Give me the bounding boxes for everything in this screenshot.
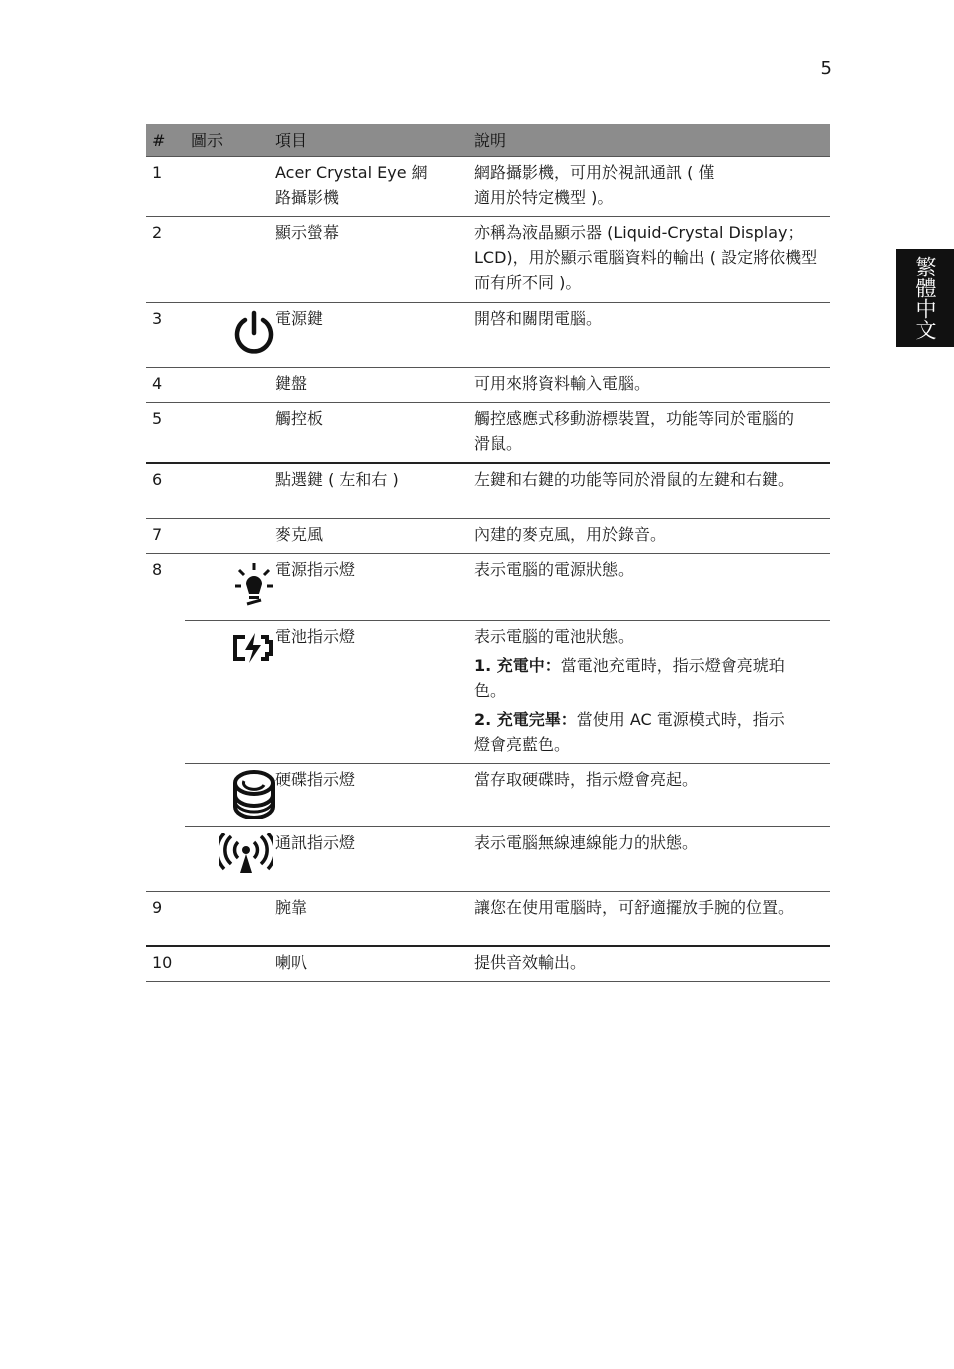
row-description: 左鍵和右鍵的功能等同於滑鼠的左鍵和右鍵。 xyxy=(468,463,830,518)
charged-note xyxy=(474,707,800,757)
row-number: 10 xyxy=(146,946,185,982)
row-description: 提供音效輸出。 xyxy=(468,946,830,982)
icon-cell xyxy=(185,303,269,368)
table-row xyxy=(146,946,830,982)
row-item: 腕靠 xyxy=(269,891,468,946)
row-description: 網路攝影機，可用於視訊通訊 ( 僅適用於特定機型 )。 xyxy=(468,157,830,217)
row-item: 麥克風 xyxy=(269,518,468,553)
row-description: 當存取硬碟時，指示燈會亮起。 xyxy=(468,763,830,826)
icon-cell xyxy=(185,463,269,518)
row-number: 6 xyxy=(146,463,185,518)
row-number: 4 xyxy=(146,368,185,403)
row-number: 7 xyxy=(146,518,185,553)
row-item: 顯示螢幕 xyxy=(269,217,468,303)
icon-cell xyxy=(185,946,269,982)
row-description: 觸控感應式移動游標裝置，功能等同於電腦的滑鼠。 xyxy=(468,403,830,464)
icon-cell xyxy=(185,518,269,553)
row-item: 電源鍵 xyxy=(269,303,468,368)
wireless-icon xyxy=(219,833,273,877)
components-table xyxy=(146,124,830,982)
table-row xyxy=(146,891,830,946)
row-number xyxy=(146,826,185,891)
row-number: 3 xyxy=(146,303,185,368)
icon-cell xyxy=(185,403,269,464)
row-description xyxy=(468,620,830,763)
table-row xyxy=(146,303,830,368)
page-number: 5 xyxy=(820,58,832,79)
icon-cell xyxy=(185,157,269,217)
table-row xyxy=(146,463,830,518)
row-item: 電池指示燈 xyxy=(269,620,468,763)
language-tab: 繁體中文 xyxy=(896,249,954,347)
row-item: 觸控板 xyxy=(269,403,468,464)
row-description: 內建的麥克風，用於錄音。 xyxy=(468,518,830,553)
row-item: 硬碟指示燈 xyxy=(269,763,468,826)
table-row xyxy=(146,217,830,303)
table-header-row xyxy=(146,124,830,157)
row-item: 通訊指示燈 xyxy=(269,826,468,891)
icon-cell xyxy=(185,891,269,946)
charging-note xyxy=(474,653,800,703)
header-icon: 圖示 xyxy=(185,124,269,157)
row-number: 5 xyxy=(146,403,185,464)
row-number: 9 xyxy=(146,891,185,946)
row-item: Acer Crystal Eye 網路攝影機 xyxy=(269,157,468,217)
table-row xyxy=(146,826,830,891)
icon-cell xyxy=(185,620,269,763)
header-item: 項目 xyxy=(269,124,468,157)
row-description: 開啓和關閉電腦。 xyxy=(468,303,830,368)
row-description: 讓您在使用電腦時，可舒適擺放手腕的位置。 xyxy=(468,891,830,946)
row-description: 亦稱為液晶顯示器 (Liquid-Crystal Display；LCD)，用於顯示電腦資料的輸出 ( 設定將依機型而有所不同 )。 xyxy=(468,217,830,303)
row-item: 電源指示燈 xyxy=(269,553,468,620)
icon-cell xyxy=(185,553,269,620)
row-number xyxy=(146,620,185,763)
header-number: # xyxy=(146,124,185,157)
icon-cell xyxy=(185,826,269,891)
icon-cell xyxy=(185,368,269,403)
charging-note-text: 當電池充電時，指示燈會亮琥珀色。 xyxy=(474,655,785,700)
row-item: 鍵盤 xyxy=(269,368,468,403)
row-description: 表示電腦的電源狀態。 xyxy=(468,553,830,620)
header-description: 說明 xyxy=(468,124,830,157)
charged-note-text: 當使用 AC 電源模式時，指示燈會亮藍色。 xyxy=(474,709,785,754)
table-row xyxy=(146,620,830,763)
row-number: 2 xyxy=(146,217,185,303)
table-row xyxy=(146,368,830,403)
row-number: 8 xyxy=(152,559,163,579)
row-number xyxy=(146,763,185,826)
icon-cell xyxy=(185,217,269,303)
table-row xyxy=(146,403,830,464)
row-description: 可用來將資料輸入電腦。 xyxy=(468,368,830,403)
charged-note-label: 2. 充電完畢： xyxy=(474,709,577,729)
row-number: 1 xyxy=(146,157,185,217)
row-item: 喇叭 xyxy=(269,946,468,982)
charging-note-label: 1. 充電中： xyxy=(474,655,561,675)
battery-desc: 表示電腦的電池狀態。 xyxy=(474,626,635,646)
table-row xyxy=(146,157,830,217)
table-row xyxy=(146,553,830,620)
icon-cell xyxy=(185,763,269,826)
table-row xyxy=(146,518,830,553)
table-row xyxy=(146,763,830,826)
row-description: 表示電腦無線連線能力的狀態。 xyxy=(468,826,830,891)
row-item: 點選鍵 ( 左和右 ) xyxy=(269,463,468,518)
